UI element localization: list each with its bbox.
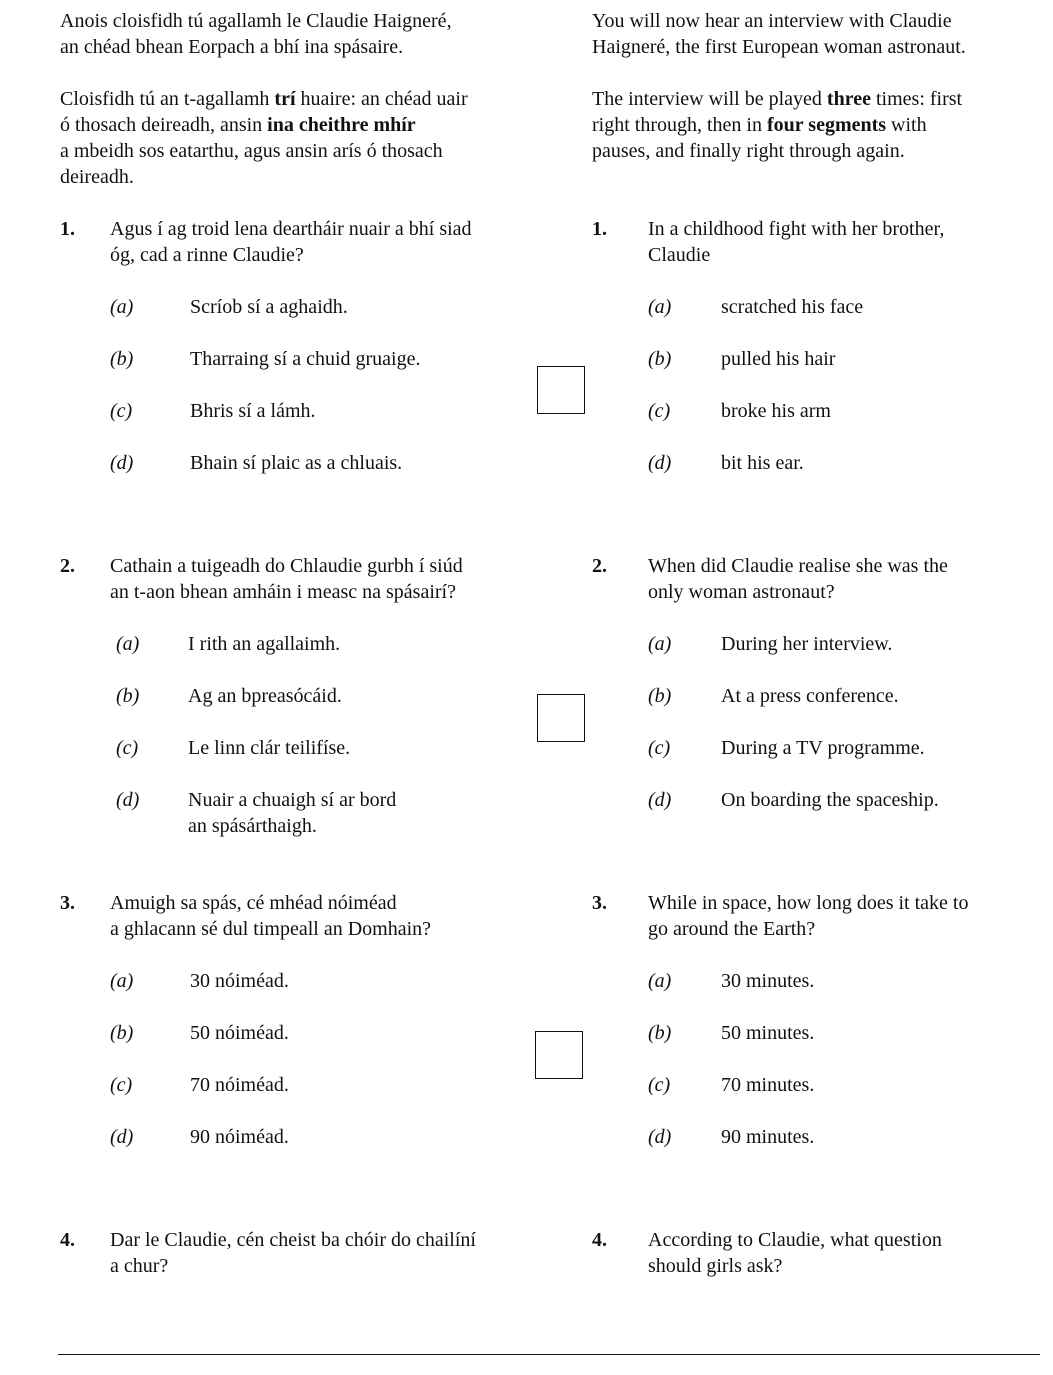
q1-option-b-label-english: (b)	[648, 348, 672, 370]
q1-option-c-label-irish: (c)	[110, 400, 133, 422]
intro-irish-line: a mbeidh sos eatarthu, agus ansin arís ó thosach	[60, 140, 443, 162]
q2-option-b-label-irish: (b)	[116, 685, 140, 707]
q2-option-c-text-irish: Le linn clár teilifíse.	[188, 737, 351, 759]
q2-option-a-label-irish: (a)	[116, 633, 140, 655]
q2-option-c-label-irish: (c)	[116, 737, 139, 759]
intro-english-line: pauses, and finally right through again.	[592, 140, 905, 162]
q1-option-b-text-irish: Tharraing sí a chuid gruaige.	[190, 348, 421, 370]
q3-option-d-label-irish: (d)	[110, 1126, 134, 1148]
intro-english-line: Haigneré, the first European woman astronaut.	[592, 36, 966, 58]
question-1-text-irish: Agus í ag troid lena deartháir nuair a bhí siad óg, cad a rinne Claudie?	[110, 218, 472, 266]
question-2-answer-box[interactable]	[537, 694, 585, 742]
question-2-text-irish: Cathain a tuigeadh do Chlaudie gurbh í siúd an t-aon bhean amháin i measc na spásairí?	[110, 555, 463, 603]
q1-option-a-label-irish: (a)	[110, 296, 134, 318]
q1-option-d-text-english: bit his ear.	[721, 452, 804, 474]
question-1-text-english: In a childhood fight with her brother, Claudie	[648, 218, 945, 266]
q3-option-c-text-irish: 70 nóiméad.	[190, 1074, 289, 1096]
intro-irish-line: Cloisfidh tú an t-agallamh trí huaire: an chéad uair	[60, 88, 468, 110]
q3-option-d-text-english: 90 minutes.	[721, 1126, 815, 1148]
intro-english-paragraph-2	[592, 86, 962, 164]
q3-option-b-text-english: 50 minutes.	[721, 1022, 815, 1044]
intro-english-paragraph-1	[592, 8, 966, 60]
intro-irish-line: deireadh.	[60, 166, 134, 188]
q3-option-d-text-irish: 90 nóiméad.	[190, 1126, 289, 1148]
q1-option-b-text-english: pulled his hair	[721, 348, 836, 370]
q3-option-b-text-irish: 50 nóiméad.	[190, 1022, 289, 1044]
q3-option-c-label-english: (c)	[648, 1074, 671, 1096]
q3-option-c-label-irish: (c)	[110, 1074, 133, 1096]
intro-irish-paragraph-2	[60, 86, 468, 190]
question-2-number-english: 2.	[592, 555, 607, 577]
q1-option-c-text-irish: Bhris sí a lámh.	[190, 400, 316, 422]
question-3-number-irish: 3.	[60, 892, 75, 914]
q1-option-d-label-english: (d)	[648, 452, 672, 474]
question-3-text-english: While in space, how long does it take to go around the Earth?	[648, 892, 969, 940]
q3-option-d-label-english: (d)	[648, 1126, 672, 1148]
q1-option-d-label-irish: (d)	[110, 452, 134, 474]
intro-irish-line: an chéad bhean Eorpach a bhí ina spásaire.	[60, 36, 404, 58]
q2-option-b-label-english: (b)	[648, 685, 672, 707]
question-4-text-english: According to Claudie, what question should girls ask?	[648, 1229, 942, 1277]
q3-option-a-text-english: 30 minutes.	[721, 970, 815, 992]
intro-irish-paragraph-1	[60, 8, 452, 60]
q2-option-b-text-english: At a press conference.	[721, 685, 899, 707]
q1-option-a-text-irish: Scríob sí a aghaidh.	[190, 296, 348, 318]
q2-option-b-text-irish: Ag an bpreasócáid.	[188, 685, 342, 707]
q2-option-a-text-irish: I rith an agallaimh.	[188, 633, 341, 655]
q2-option-d-text-english: On boarding the spaceship.	[721, 789, 939, 811]
question-3-text-irish: Amuigh sa spás, cé mhéad nóiméad a ghlacann sé dul timpeall an Domhain?	[110, 892, 432, 940]
q2-option-c-label-english: (c)	[648, 737, 671, 759]
question-2-number-irish: 2.	[60, 555, 75, 577]
question-2-text-english: When did Claudie realise she was the only woman astronaut?	[648, 555, 948, 603]
q1-option-c-text-english: broke his arm	[721, 400, 831, 422]
q1-option-b-label-irish: (b)	[110, 348, 134, 370]
q3-option-b-label-english: (b)	[648, 1022, 672, 1044]
intro-irish-line: Anois cloisfidh tú agallamh le Claudie Haigneré,	[60, 10, 452, 32]
q3-option-c-text-english: 70 minutes.	[721, 1074, 815, 1096]
q3-option-a-label-irish: (a)	[110, 970, 134, 992]
q2-option-a-label-english: (a)	[648, 633, 672, 655]
q1-option-a-label-english: (a)	[648, 296, 672, 318]
q2-option-d-label-irish: (d)	[116, 789, 140, 811]
question-1-number-english: 1.	[592, 218, 607, 240]
intro-english-line: right through, then in four segments with	[592, 114, 927, 136]
q2-option-d-label-english: (d)	[648, 789, 672, 811]
q2-option-a-text-english: During her interview.	[721, 633, 893, 655]
bottom-divider	[58, 1354, 1040, 1355]
q1-option-d-text-irish: Bhain sí plaic as a chluais.	[190, 452, 403, 474]
q1-option-a-text-english: scratched his face	[721, 296, 864, 318]
intro-irish-line: ó thosach deireadh, ansin ina cheithre mhír	[60, 114, 416, 136]
question-3-answer-box[interactable]	[535, 1031, 583, 1079]
q2-option-d-text-irish: Nuair a chuaigh sí ar bord an spásárthaigh.	[188, 789, 397, 837]
question-1-answer-box[interactable]	[537, 366, 585, 414]
q2-option-c-text-english: During a TV programme.	[721, 737, 925, 759]
question-4-number-english: 4.	[592, 1229, 607, 1251]
question-3-number-english: 3.	[592, 892, 607, 914]
question-4-number-irish: 4.	[60, 1229, 75, 1251]
q3-option-b-label-irish: (b)	[110, 1022, 134, 1044]
q3-option-a-text-irish: 30 nóiméad.	[190, 970, 289, 992]
question-1-number-irish: 1.	[60, 218, 75, 240]
q3-option-a-label-english: (a)	[648, 970, 672, 992]
intro-english-line: The interview will be played three times: first	[592, 88, 963, 110]
q1-option-c-label-english: (c)	[648, 400, 671, 422]
question-4-text-irish: Dar le Claudie, cén cheist ba chóir do chailíní a chur?	[110, 1229, 476, 1277]
intro-english-line: You will now hear an interview with Claudie	[592, 10, 952, 32]
